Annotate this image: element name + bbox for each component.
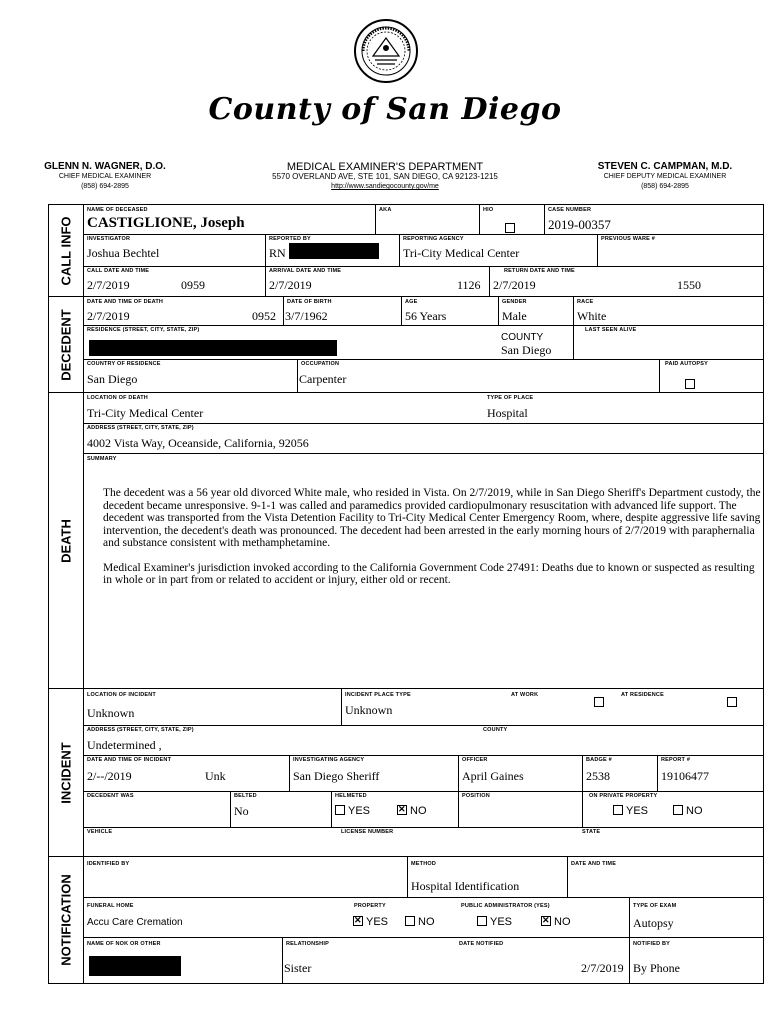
death-address: 4002 Vista Way, Oceanside, California, 92056: [87, 436, 309, 450]
paid-autopsy-checkbox[interactable]: [685, 375, 698, 393]
summary-paragraph: The decedent was a 56 year old divorced White male, who resided in Vista. On 2/7/2019, while in San Diego Sheriff's Department custody, the decedent became unresponsive. 9-1-1 was called and paramedics provided cardiopulmonary resuscitation with advanced life support. The decedent was transported from the Vista Detention Facility to Tri-City Medical Center Emergency Room, where, despite aggressive life saving intervention, the decedent's death was pronounced. The decedent had been arrested in the early morning hours of 2/7/2019 with paraphernalia and substance consistent with methamphetamine.: [103, 487, 761, 549]
date-notified: 2/7/2019: [581, 961, 624, 975]
age-label: AGE: [405, 299, 418, 305]
incident-time: Unk: [205, 769, 226, 783]
death-address-label: ADDRESS (STREET, CITY, STATE, ZIP): [87, 425, 194, 431]
reporting-agency: Tri-City Medical Center: [403, 246, 520, 260]
at-residence-label: AT RESIDENCE: [621, 692, 664, 698]
death-location-label: LOCATION OF DEATH: [87, 395, 148, 401]
reporting-agency-label: REPORTING AGENCY: [403, 236, 464, 242]
arrival-datetime-label: ARRIVAL DATE AND TIME: [269, 268, 342, 274]
call-info-section: [49, 205, 763, 297]
paid-autopsy-label: PAID AUTOPSY: [665, 361, 708, 367]
state-label: STATE: [582, 829, 601, 835]
dob: 3/7/1962: [285, 309, 328, 323]
incident-datetime-label: DATE AND TIME OF INCIDENT: [87, 757, 172, 763]
gender-label: GENDER: [502, 299, 527, 305]
public-admin-label: PUBLIC ADMINISTRATOR (YES): [461, 903, 550, 909]
helmeted-yes-option[interactable]: YES: [335, 805, 370, 817]
county-title: County of San Diego: [208, 92, 562, 127]
at-work-checkbox[interactable]: [594, 693, 607, 711]
license-label: LICENSE NUMBER: [341, 829, 394, 835]
officer: April Gaines: [462, 769, 524, 783]
decedent-name: CASTIGLIONE, Joseph: [87, 215, 245, 231]
call-datetime-label: CALL DATE AND TIME: [87, 268, 150, 274]
incident-place-type: Unknown: [345, 703, 393, 717]
country: San Diego: [87, 372, 138, 386]
department-address: 5570 OVERLAND AVE, STE 101, SAN DIEGO, CA 92123-1215: [272, 172, 498, 181]
return-date: 2/7/2019: [493, 278, 536, 292]
method: Hospital Identification: [411, 879, 520, 893]
aka-label: AKA: [379, 207, 392, 213]
property-no-option[interactable]: NO: [405, 916, 435, 928]
public-admin-yes-option[interactable]: YES: [477, 916, 512, 928]
county: San Diego: [501, 343, 552, 357]
age: 56 Years: [405, 309, 447, 323]
death-time: 0952: [252, 309, 276, 323]
chief-examiner-phone: (858) 694-2895: [81, 183, 129, 190]
name-label: NAME OF DECEASED: [87, 207, 148, 213]
decedent-section: [49, 297, 763, 393]
occupation: Carpenter: [299, 372, 347, 386]
previous-ware-label: PREVIOUS WARE #: [601, 236, 656, 242]
decedent-was-label: DECEDENT WAS: [87, 793, 134, 799]
call-date: 2/7/2019: [87, 278, 130, 292]
chief-examiner-title: CHIEF MEDICAL EXAMINER: [58, 173, 152, 180]
property-label: PROPERTY: [354, 903, 386, 909]
investigator-label: INVESTIGATOR: [87, 236, 131, 242]
deputy-examiner-block: [580, 162, 750, 192]
notification-label: NOTIFICATION: [49, 857, 84, 983]
helmeted-no-option[interactable]: ✕ NO: [397, 805, 427, 817]
decedent-label: DECEDENT: [49, 297, 84, 392]
officer-label: OFFICER: [462, 757, 488, 763]
incident-date: 2/--/2019: [87, 769, 132, 783]
private-property-label: ON PRIVATE PROPERTY: [589, 793, 658, 799]
date-notified-label: DATE NOTIFIED: [459, 941, 504, 947]
redaction-block: [289, 243, 379, 259]
notified-by: By Phone: [633, 961, 681, 975]
death-datetime-label: DATE AND TIME OF DEATH: [87, 299, 164, 305]
residence-label: RESIDENCE (STREET, CITY, STATE, ZIP): [87, 327, 200, 333]
funeral-home: Accu Care Cremation: [87, 917, 183, 928]
race: White: [577, 309, 607, 323]
report: 19106477: [661, 769, 709, 783]
investigator: Joshua Bechtel: [87, 246, 160, 260]
report-label: REPORT #: [661, 757, 691, 763]
case-number: 2019-00357: [548, 217, 611, 232]
incident-address: Undetermined ,: [87, 738, 162, 752]
hio-checkbox[interactable]: [505, 219, 518, 237]
belted: No: [234, 804, 249, 818]
helmeted-label: HELMETED: [335, 793, 367, 799]
notification-section: [49, 857, 763, 983]
hio-label: HIO: [483, 207, 494, 213]
badge: 2538: [586, 769, 610, 783]
incident-label: INCIDENT: [49, 689, 84, 856]
private-yes-option[interactable]: YES: [613, 805, 648, 817]
method-label: METHOD: [411, 861, 437, 867]
country-label: COUNTRY OF RESIDENCE: [87, 361, 161, 367]
exam-type-label: TYPE OF EXAM: [633, 903, 677, 909]
gender: Male: [502, 309, 527, 323]
redaction-block: [89, 340, 337, 356]
arrival-time: 1126: [457, 278, 481, 292]
funeral-home-label: FUNERAL HOME: [87, 903, 134, 909]
badge-label: BADGE #: [586, 757, 612, 763]
county-seal-icon: [353, 18, 419, 84]
jurisdiction-paragraph: Medical Examiner's jurisdiction invoked according to the California Government Code 27491: Deaths due to known or suspected as resulting in whole or in part from or related to accident or injury, either old or recent.: [103, 561, 755, 586]
incident-section: [49, 689, 763, 857]
call-time: 0959: [181, 278, 205, 292]
summary-text: [103, 487, 763, 599]
vehicle-label: VEHICLE: [87, 829, 113, 835]
exam-type: Autopsy: [633, 916, 674, 930]
return-time: 1550: [677, 278, 701, 292]
death-location: Tri-City Medical Center: [87, 406, 204, 420]
notified-by-label: NOTIFIED BY: [633, 941, 671, 947]
redaction-block: [89, 956, 181, 976]
incident-place-type-label: INCIDENT PLACE TYPE: [345, 692, 411, 698]
dob-label: DATE OF BIRTH: [287, 299, 332, 305]
property-yes-option[interactable]: ✕YES: [353, 916, 388, 928]
investigating-agency-label: INVESTIGATING AGENCY: [293, 757, 365, 763]
return-datetime-label: RETURN DATE AND TIME: [504, 268, 575, 274]
report-form: [48, 204, 764, 984]
department-url[interactable]: http://www.sandiegocounty.gov/me: [331, 183, 439, 190]
last-seen-label: LAST SEEN ALIVE: [585, 327, 637, 333]
department-name: MEDICAL EXAMINER'S DEPARTMENT: [286, 161, 484, 173]
investigating-agency: San Diego Sheriff: [293, 769, 380, 783]
deputy-examiner-phone: (858) 694-2895: [641, 183, 689, 190]
case-number-label: CASE NUMBER: [548, 207, 592, 213]
incident-location: Unknown: [87, 706, 135, 720]
chief-examiner-name: GLENN N. WAGNER, D.O.: [44, 161, 166, 172]
identified-by-label: IDENTIFIED BY: [87, 861, 130, 867]
call-info-label: CALL INFO: [49, 205, 84, 296]
arrival-date: 2/7/2019: [269, 278, 312, 292]
belted-label: BELTED: [234, 793, 257, 799]
id-datetime-label: DATE AND TIME: [571, 861, 617, 867]
death-label: DEATH: [49, 393, 84, 688]
relationship: Sister: [284, 961, 312, 975]
at-work-label: AT WORK: [511, 692, 539, 698]
summary-label: SUMMARY: [87, 456, 117, 462]
deputy-examiner-title: CHIEF DEPUTY MEDICAL EXAMINER: [603, 173, 727, 180]
occupation-label: OCCUPATION: [301, 361, 340, 367]
place-type-label: TYPE OF PLACE: [487, 395, 534, 401]
private-no-option[interactable]: NO: [673, 805, 703, 817]
relationship-label: RELATIONSHIP: [286, 941, 329, 947]
nok-label: NAME OF NOK OR OTHER: [87, 941, 161, 947]
place-type: Hospital: [487, 406, 528, 420]
death-date: 2/7/2019: [87, 309, 130, 323]
public-admin-no-option[interactable]: ✕ NO: [541, 916, 571, 928]
reported-by-label: REPORTED BY: [269, 236, 311, 242]
department-block: [240, 162, 530, 192]
deputy-examiner-name: STEVEN C. CAMPMAN, M.D.: [597, 161, 733, 172]
position-label: POSITION: [462, 793, 490, 799]
chief-examiner-block: [30, 162, 180, 192]
at-residence-checkbox[interactable]: [727, 693, 740, 711]
reported-by: RN: [269, 246, 286, 260]
incident-location-label: LOCATION OF INCIDENT: [87, 692, 156, 698]
incident-county-label: COUNTY: [483, 727, 508, 733]
race-label: RACE: [577, 299, 594, 305]
incident-address-label: ADDRESS (STREET, CITY, STATE, ZIP): [87, 727, 194, 733]
county-label: COUNTY: [501, 332, 544, 343]
